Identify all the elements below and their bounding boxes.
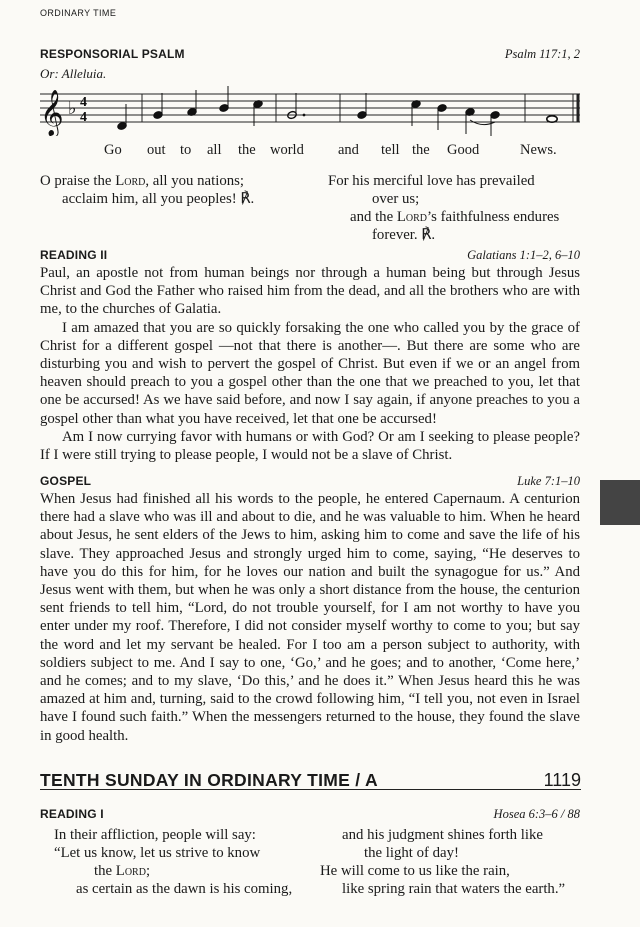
reading-i-title: READING I bbox=[40, 807, 104, 821]
gospel-section bbox=[40, 474, 580, 745]
svg-text:4: 4 bbox=[80, 95, 87, 110]
paragraph: I am amazed that you are so quickly forsaking the one who called you by the grace of Christ for a different gospel —not that there is another—. But there are some who are disturbing you and wish to pervert the gospel of Christ. But even if we or an angel from heaven should preach to you a gospel other than the one that we preached to you, let that one be accursed! As we have said before, and now I say again, if anyone preaches to you a gospel other than what you have received, let that one be accursed! bbox=[40, 319, 580, 427]
svg-text:𝄞: 𝄞 bbox=[40, 90, 64, 136]
gospel-text bbox=[40, 490, 580, 745]
verse-text: the light of day! bbox=[364, 845, 459, 861]
reading-i-section bbox=[40, 807, 580, 822]
lyric-word: and bbox=[338, 142, 359, 158]
verse-text: ; bbox=[145, 863, 151, 879]
verse-text: “Let us know, let us strive to know bbox=[54, 845, 261, 861]
verse-text: He will come to us like the rain, bbox=[320, 863, 510, 879]
lyric-word: tell bbox=[381, 142, 400, 158]
time-signature bbox=[80, 95, 87, 125]
reading-ii-title: READING II bbox=[40, 248, 108, 262]
lyric-word: the bbox=[238, 142, 256, 158]
reading-i-reference: Hosea 6:3–6 / 88 bbox=[493, 807, 580, 821]
verse-text: and the bbox=[350, 209, 397, 225]
paragraph: Am I now currying favor with humans or with God? Or am I seeking to please people? If I were still trying to please people, I would not be a slave of Christ. bbox=[40, 428, 580, 464]
verse-text: forever. ℟. bbox=[372, 227, 436, 243]
reading-ii-section bbox=[40, 248, 580, 464]
paragraph: Paul, an apostle not from human beings nor through a human being but through Jesus Christ and God the Father who raised him from the dead, and all the brothers who are with me, to the churches of Galatia. bbox=[40, 265, 580, 318]
reading-i-right bbox=[320, 826, 580, 898]
lyric-word: the bbox=[412, 142, 430, 158]
gospel-title: GOSPEL bbox=[40, 474, 92, 488]
reading-i-left bbox=[40, 826, 292, 898]
verse-text: acclaim him, all you peoples! ℟. bbox=[62, 191, 255, 207]
reading-i-verses bbox=[40, 826, 580, 898]
lyric-word: Go bbox=[104, 142, 122, 158]
verse-text: , all you nations; bbox=[145, 173, 244, 189]
psalm-verse-right bbox=[328, 172, 580, 244]
page-number: 1119 bbox=[543, 770, 581, 790]
lyric-word: to bbox=[180, 142, 192, 158]
verse-text: over us; bbox=[372, 191, 420, 207]
psalm-refrain-staff bbox=[30, 84, 590, 136]
verse-text: Lord bbox=[115, 863, 146, 879]
staff-lines bbox=[40, 94, 580, 122]
verse-text: O praise the bbox=[40, 173, 116, 189]
running-head: ORDINARY TIME bbox=[40, 8, 117, 18]
psalm-refrain-lyrics bbox=[0, 142, 640, 162]
paragraph: When Jesus had finished all his words to the people, he entered Capernaum. A centurion there had a slave who was ill and about to die, and he was valuable to him. When he heard about Jesus, he sent elders of the Jews to him, asking him to come and save the life of his slave. They approached Jesus and strongly urged him to come, saying, “He deserves to have you do this for him, for he loves our nation and built the synagogue for us.” And Jesus went with them, but when he was only a short distance from the house, the centurion sent friends to tell him, “Lord, do not trouble yourself, for I am not worthy to have you enter under my roof. Therefore, I did not consider myself worthy to come to you; but say the word and let my servant be healed. For I too am a person subject to authority, with soldiers subject to me. And I say to one, ‘Go,’ and he goes; and to another, ‘Come here,’ and he comes; and to my slave, ‘Do this,’ and he does it.” When Jesus heard this he was amazed at him and, turning, said to the crowd following him, “I tell you, not even in Israel have I found such faith.” When the messengers returned to the house, they found the slave in good health. bbox=[40, 491, 580, 744]
notes bbox=[117, 86, 557, 136]
sunday-title: TENTH SUNDAY IN ORDINARY TIME / A bbox=[40, 770, 378, 790]
verse-text: For his merciful love has prevailed bbox=[328, 173, 535, 189]
verse-text: ’s faithfulness endures bbox=[427, 209, 560, 225]
lyric-word: Good bbox=[447, 142, 480, 158]
treble-clef-icon bbox=[40, 90, 64, 136]
psalm-reference: Psalm 117:1, 2 bbox=[504, 47, 580, 61]
lyric-word: News. bbox=[520, 142, 557, 158]
reading-ii-text bbox=[40, 264, 580, 464]
alleluia-option: Or: Alleluia. bbox=[40, 66, 107, 81]
lyric-word: out bbox=[147, 142, 166, 158]
lyric-word: world bbox=[270, 142, 304, 158]
section-thumb-tab bbox=[600, 480, 640, 525]
verse-text: the bbox=[94, 863, 116, 879]
verse-text: Lord bbox=[115, 173, 146, 189]
verse-text: like spring rain that waters the earth.” bbox=[342, 881, 566, 897]
flat-key-signature-icon bbox=[68, 98, 77, 119]
svg-text:♭: ♭ bbox=[68, 98, 77, 119]
lyric-word: all bbox=[207, 142, 222, 158]
sunday-heading bbox=[40, 770, 581, 791]
verse-text: as certain as the dawn is his coming, bbox=[76, 881, 293, 897]
verse-text: In their affliction, people will say: bbox=[54, 827, 256, 843]
reading-ii-reference: Galatians 1:1–2, 6–10 bbox=[467, 248, 580, 262]
svg-text:4: 4 bbox=[80, 110, 87, 125]
heading-rule bbox=[40, 789, 581, 790]
psalm-title: RESPONSORIAL PSALM bbox=[40, 47, 185, 61]
psalm-verse-left bbox=[40, 172, 254, 244]
verse-text: Lord bbox=[396, 209, 427, 225]
gospel-reference: Luke 7:1–10 bbox=[517, 474, 580, 488]
psalm-verses bbox=[40, 172, 580, 244]
psalm-section bbox=[40, 47, 580, 82]
verse-text: and his judgment shines forth like bbox=[342, 827, 543, 843]
